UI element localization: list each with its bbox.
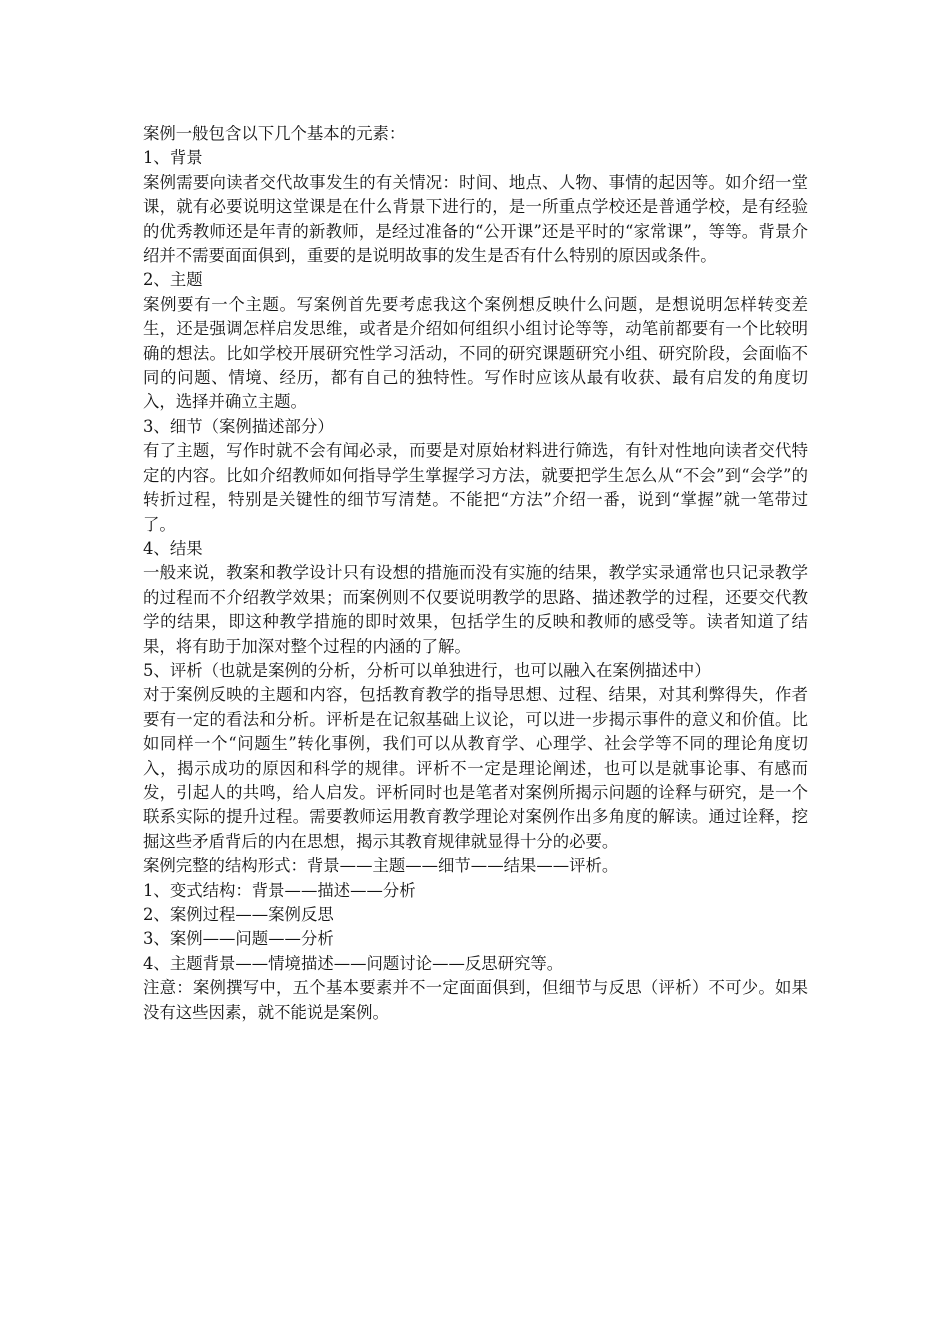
paragraph-analysis: 对于案例反映的主题和内容，包括教育教学的指导思想、过程、结果，对其利弊得失，作者要有一定的看法和分析。评析是在记叙基础上议论，可以进一步揭示事件的意义和价值。比如同样一个“问题生”转化事例，我们可以从教育学、心理学、社会学等不同的理论角度切入，揭示成功的原因和科学的规律。评析不一定是理论阐述，也可以是就事论事、有感而发，引起人的共鸣，给人启发。评析同时也是笔者对案例所揭示问题的诠释与研究，是一个联系实际的提升过程。需要教师运用教育教学理论对案例作出多角度的解读。通过诠释，挖掘这些矛盾背后的内在思想，揭示其教育规律就显得十分的必要。 xyxy=(143,685,808,851)
heading-analysis: 5、评析（也就是案例的分析，分析可以单独进行，也可以融入在案例描述中） xyxy=(143,660,711,680)
paragraph-result: 一般来说，教案和教学设计只有设想的措施而没有实施的结果，教学实录通常也只记录教学的过程而不介绍教学效果；而案例则不仅要说明教学的思路、描述教学的过程，还要交代教学的结果，即这种教学措施的即时效果，包括学生的反映和教师的感受等。读者知道了结果，将有助于加深对整个过程的内涵的了解。 xyxy=(143,563,808,656)
structure-variant-1: 1、变式结构：背景——描述——分析 xyxy=(143,880,416,900)
structure-variant-2: 2、案例过程——案例反思 xyxy=(143,905,334,924)
heading-background: 1、背景 xyxy=(143,148,203,168)
paragraph-details: 有了主题，写作时就不会有闻必录，而要是对原始材料进行筛选，有针对性地向读者交代特定的内容。比如介绍教师如何指导学生掌握学习方法，就要把学生怎么从“不会”到“会学”的转折过程，特别是关键性的细节写清楚。不能把“方法”介绍一番，说到“掌握”就一笔带过了。 xyxy=(143,441,808,534)
structure-variant-4: 4、主题背景——情境描述——问题讨论——反思研究等。 xyxy=(143,953,564,973)
heading-theme: 2、主题 xyxy=(143,270,203,290)
paragraph-background: 案例需要向读者交代故事发生的有关情况：时间、地点、人物、事情的起因等。如介绍一堂课，就有必要说明这堂课是在什么背景下进行的，是一所重点学校还是普通学校，是有经验的优秀教师还是年青的新教师，是经过准备的“公开课”还是平时的“家常课”，等等。背景介绍并不需要面面俱到，重要的是说明故事的发生是否有什么特别的原因或条件。 xyxy=(143,172,808,266)
heading-details: 3、细节（案例描述部分） xyxy=(143,416,334,436)
structure-variant-3: 3、案例——问题——分析 xyxy=(143,929,334,949)
heading-result: 4、结果 xyxy=(143,538,203,558)
structure-summary: 案例完整的结构形式：背景——主题——细节——结果——评析。 xyxy=(143,856,619,876)
paragraph-theme: 案例要有一个主题。写案例首先要考虑我这个案例想反映什么问题，是想说明怎样转变差生，还是强调怎样启发思维，或者是介绍如何组织小组讨论等等，动笔前都要有一个比较明确的想法。比如学校开展研究性学习活动，不同的研究课题研究小组、研究阶段，会面临不同的问题、情境、经历，都有自己的独特性。写作时应该从最有收获、最有启发的角度切入，选择并确立主题。 xyxy=(143,294,808,412)
document-body xyxy=(143,122,808,1025)
note-paragraph: 注意：案例撰写中，五个基本要素并不一定面面俱到，但细节与反思（评析）不可少。如果没有这些因素，就不能说是案例。 xyxy=(143,978,808,1022)
intro-line: 案例一般包含以下几个基本的元素： xyxy=(143,124,406,143)
